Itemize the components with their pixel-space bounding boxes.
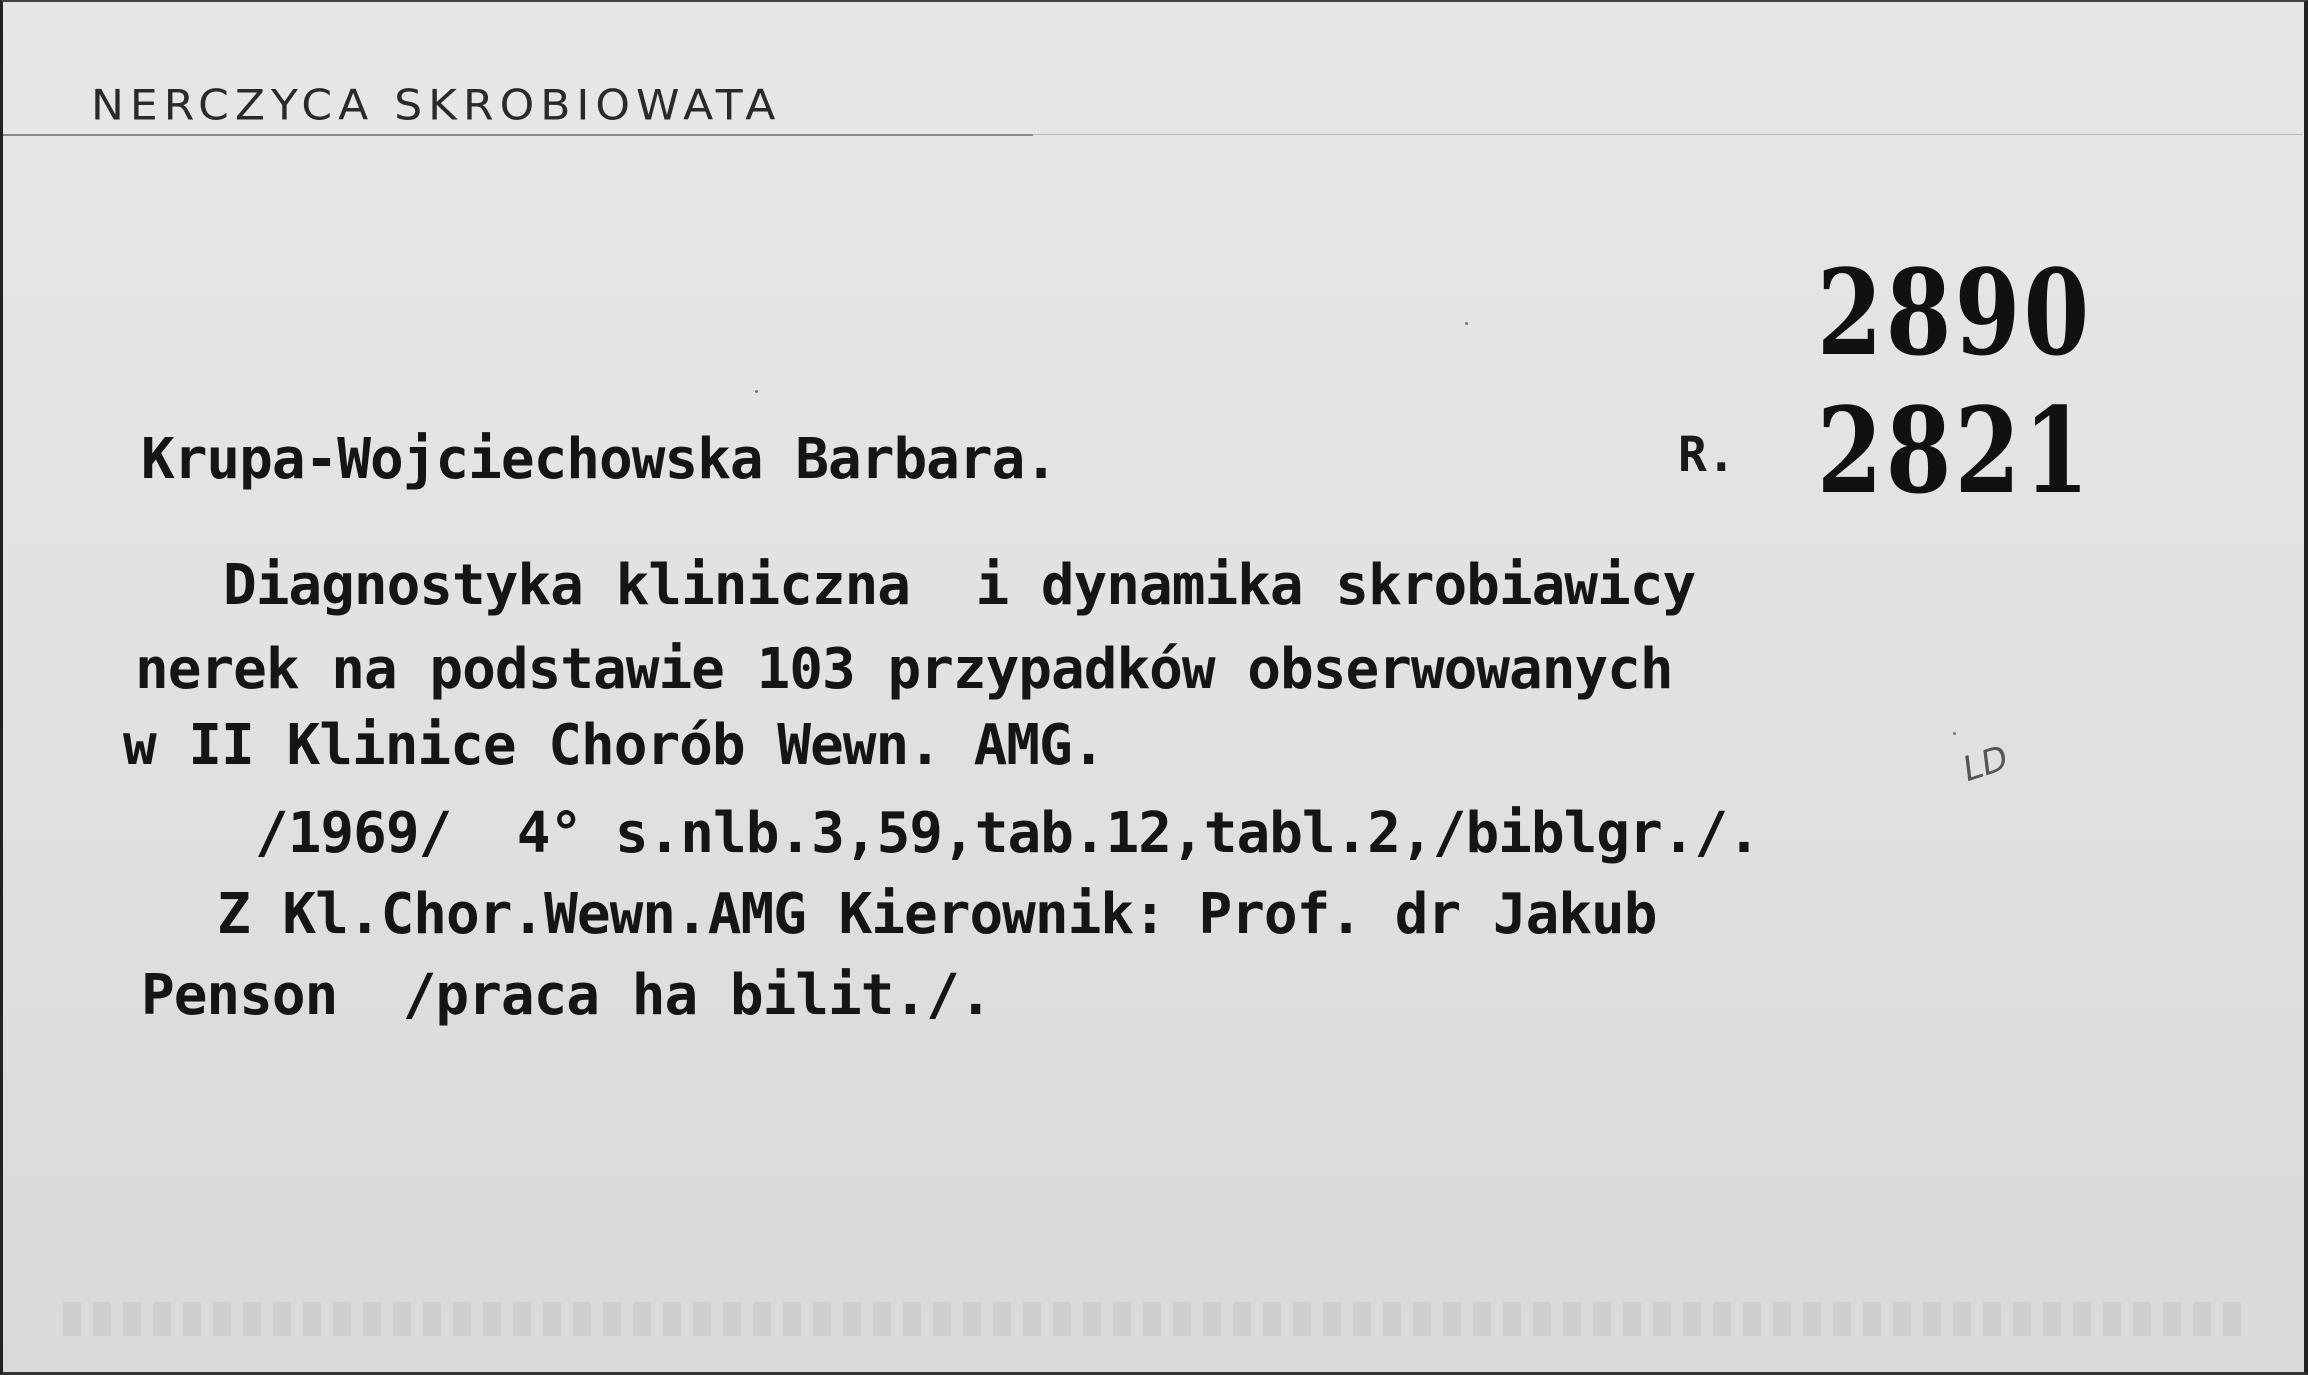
specks — [755, 390, 758, 393]
title-line-3: w II Klinice Chorób Wewn. AMG. — [123, 713, 1105, 778]
r-number: 2821 — [1816, 381, 2092, 520]
author-line: Krupa-Wojciechowska Barbara. — [141, 427, 1058, 492]
title-line-2: nerek na podstawie 103 przypadków obserwowanych — [135, 637, 1673, 702]
note-line-1: Z Kl.Chor.Wewn.AMG Kierownik: Prof. dr Jakub — [217, 882, 1657, 947]
specks — [1465, 322, 1468, 325]
subject-heading: NERCZYCA SKROBIOWATA — [91, 81, 782, 130]
heading-underline-faint — [1033, 134, 2303, 135]
r-label: R. — [1678, 427, 1736, 483]
pencil-mark: LD — [1957, 738, 2014, 790]
specks — [1953, 732, 1956, 735]
title-line-1: Diagnostyka kliniczna i dynamika skrobiawicy — [223, 553, 1696, 618]
reverse-text-bleed — [63, 1302, 2243, 1336]
heading-underline — [3, 134, 1033, 136]
note-line-2: Penson /praca ha bilit./. — [141, 963, 992, 1028]
collation-line: /1969/ 4° s.nlb.3,59,tab.12,tabl.2,/biblgr./. — [255, 801, 1760, 866]
catalog-number: 2890 — [1816, 243, 2092, 382]
